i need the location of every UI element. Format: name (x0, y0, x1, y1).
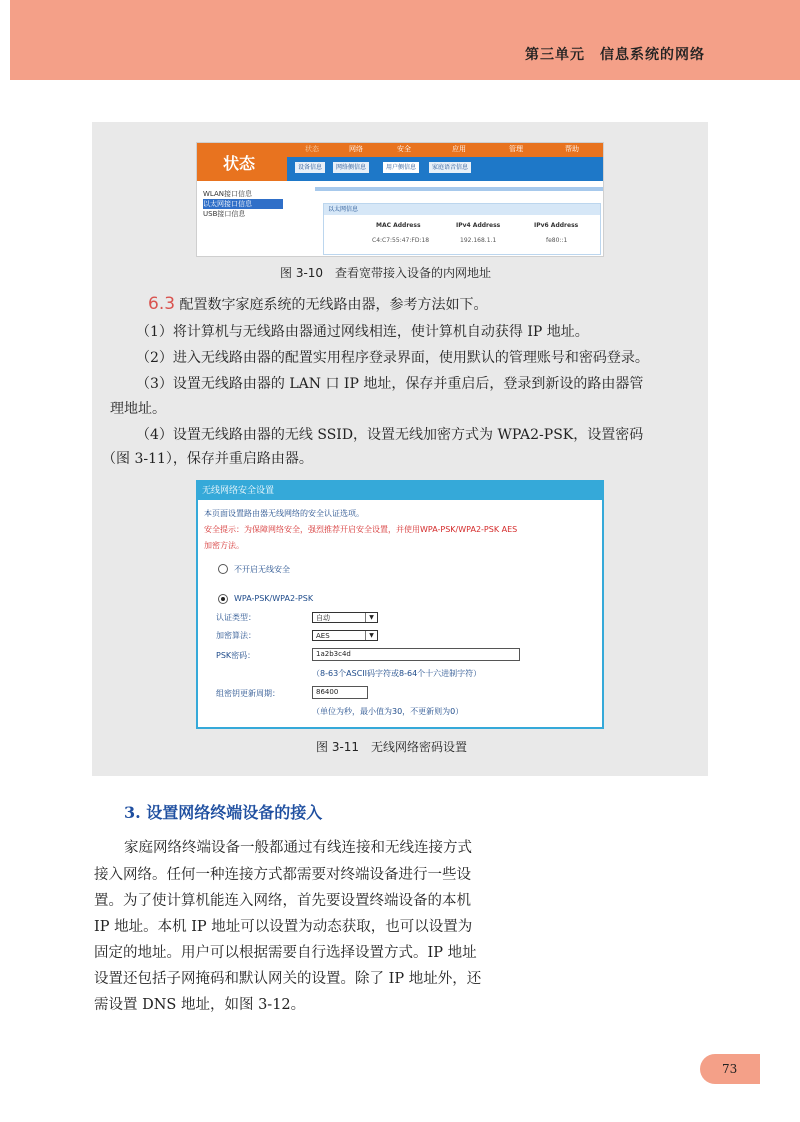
status-logo: 状态 (197, 143, 287, 181)
sidebar-menu (203, 189, 283, 219)
subtab-device-info[interactable]: 设备信息 (295, 162, 325, 173)
period-hint: （单位为秒，最小值为30，不更新则为0） (312, 707, 464, 716)
cell-mac: C4:C7:55:47:FD:18 (372, 237, 430, 244)
radio-disable-security[interactable] (218, 564, 228, 574)
security-warning-cont: 加密方法。 (204, 541, 244, 550)
subtab-user-info[interactable]: 用户侧信息 (383, 162, 419, 173)
tab-network[interactable]: 网络 (349, 145, 363, 153)
tab-status[interactable]: 状态 (305, 145, 319, 153)
paragraph-line: 家庭网络终端设备一般都通过有线连接和无线连接方式 (124, 840, 472, 856)
step-item: 理地址。 (110, 401, 166, 417)
tab-apps[interactable]: 应用 (452, 145, 466, 153)
top-nav (287, 143, 603, 157)
step-item: （4）设置无线路由器的无线 SSID，设置无线加密方式为 WPA2-PSK，设置密码 (136, 427, 644, 443)
paragraph-line: IP 地址。本机 IP 地址可以设置为动态获取，也可以设置为 (94, 919, 473, 935)
paragraph-line: 置。为了使计算机能连入网络，首先要设置终端设备的本机 (94, 893, 471, 909)
radio-wpa-psk[interactable] (218, 594, 228, 604)
sidebar-item-usb[interactable]: USB接口信息 (203, 210, 246, 218)
figure-caption-3-11: 图 3-11 无线网络密码设置 (316, 740, 468, 754)
group-key-period-label: 组密钥更新周期： (216, 689, 280, 698)
router-status-screenshot (196, 142, 604, 257)
col-ipv6: IPv6 Address (534, 222, 579, 229)
col-mac: MAC Address (376, 222, 421, 229)
paragraph-line: 固定的地址。用户可以根据需要自行选择设置方式。IP 地址 (94, 945, 477, 961)
psk-label: PSK密码： (216, 651, 256, 660)
step-item: （图 3-11），保存并重启路由器。 (102, 451, 313, 467)
paragraph-line: 需设置 DNS 地址，如图 3-12。 (94, 997, 306, 1013)
tab-help[interactable]: 帮助 (565, 145, 579, 153)
tab-manage[interactable]: 管理 (509, 145, 523, 153)
step-item: （1）将计算机与无线路由器通过网线相连，使计算机自动获得 IP 地址。 (136, 324, 589, 340)
step-item: （2）进入无线路由器的配置实用程序登录界面，使用默认的管理账号和密码登录。 (136, 350, 649, 366)
sidebar-item-ethernet[interactable]: 以太网接口信息 (203, 199, 283, 209)
cell-ipv6: fe80::1 (546, 237, 568, 244)
box-title: 以太网信息 (324, 204, 600, 215)
security-warning: 安全提示：为保障网络安全，强烈推荐开启安全设置，并使用WPA-PSK/WPA2-PSK AES (204, 525, 518, 534)
psk-password-input[interactable]: 1a2b3c4d (312, 648, 520, 661)
step-intro: 6.3 配置数字家庭系统的无线路由器，参考方法如下。 (148, 294, 488, 314)
description: 本页面设置路由器无线网络的安全认证选项。 (204, 509, 364, 518)
page-header (10, 0, 800, 80)
figure-caption-3-10: 图 3-10 查看宽带接入设备的内网地址 (280, 266, 492, 280)
option-disable-label: 不开启无线安全 (234, 565, 290, 574)
wireless-security-screenshot (196, 480, 604, 729)
subtab-voice-info[interactable]: 家庭语音信息 (429, 162, 471, 173)
auth-type-label: 认证类型： (216, 613, 256, 622)
psk-hint: （8-63个ASCII码字符或8-64个十六进制字符） (312, 669, 482, 678)
chevron-down-icon: ▼ (365, 631, 377, 640)
cell-ipv4: 192.168.1.1 (460, 237, 497, 244)
group-key-period-input[interactable]: 86400 (312, 686, 368, 699)
sub-nav (287, 157, 603, 181)
step-number: 6.3 (148, 294, 176, 314)
option-wpa-label: WPA-PSK/WPA2-PSK (234, 594, 314, 603)
sidebar-item-wlan[interactable]: WLAN接口信息 (203, 190, 253, 198)
panel-title: 无线网络安全设置 (198, 482, 602, 500)
auth-type-select[interactable]: 自动 ▼ (312, 612, 378, 623)
ethernet-info-box (323, 203, 601, 255)
paragraph-line: 接入网络。任何一种连接方式都需要对终端设备进行一些设 (94, 867, 471, 883)
col-ipv4: IPv4 Address (456, 222, 501, 229)
paragraph-line: 设置还包括子网掩码和默认网关的设置。除了 IP 地址外，还 (94, 971, 482, 987)
encryption-select[interactable]: AES ▼ (312, 630, 378, 641)
page-number: 73 (722, 1062, 738, 1076)
unit-title: 第三单元 信息系统的网络 (525, 47, 705, 63)
chevron-down-icon: ▼ (365, 613, 377, 622)
encryption-label: 加密算法： (216, 631, 256, 640)
step-item: （3）设置无线路由器的 LAN 口 IP 地址，保存并重启后，登录到新设的路由器管 (136, 376, 644, 392)
divider (315, 187, 603, 191)
subtab-network-info[interactable]: 网络侧信息 (333, 162, 369, 173)
section-heading: 3. 设置网络终端设备的接入 (124, 803, 323, 822)
tab-security[interactable]: 安全 (397, 145, 411, 153)
